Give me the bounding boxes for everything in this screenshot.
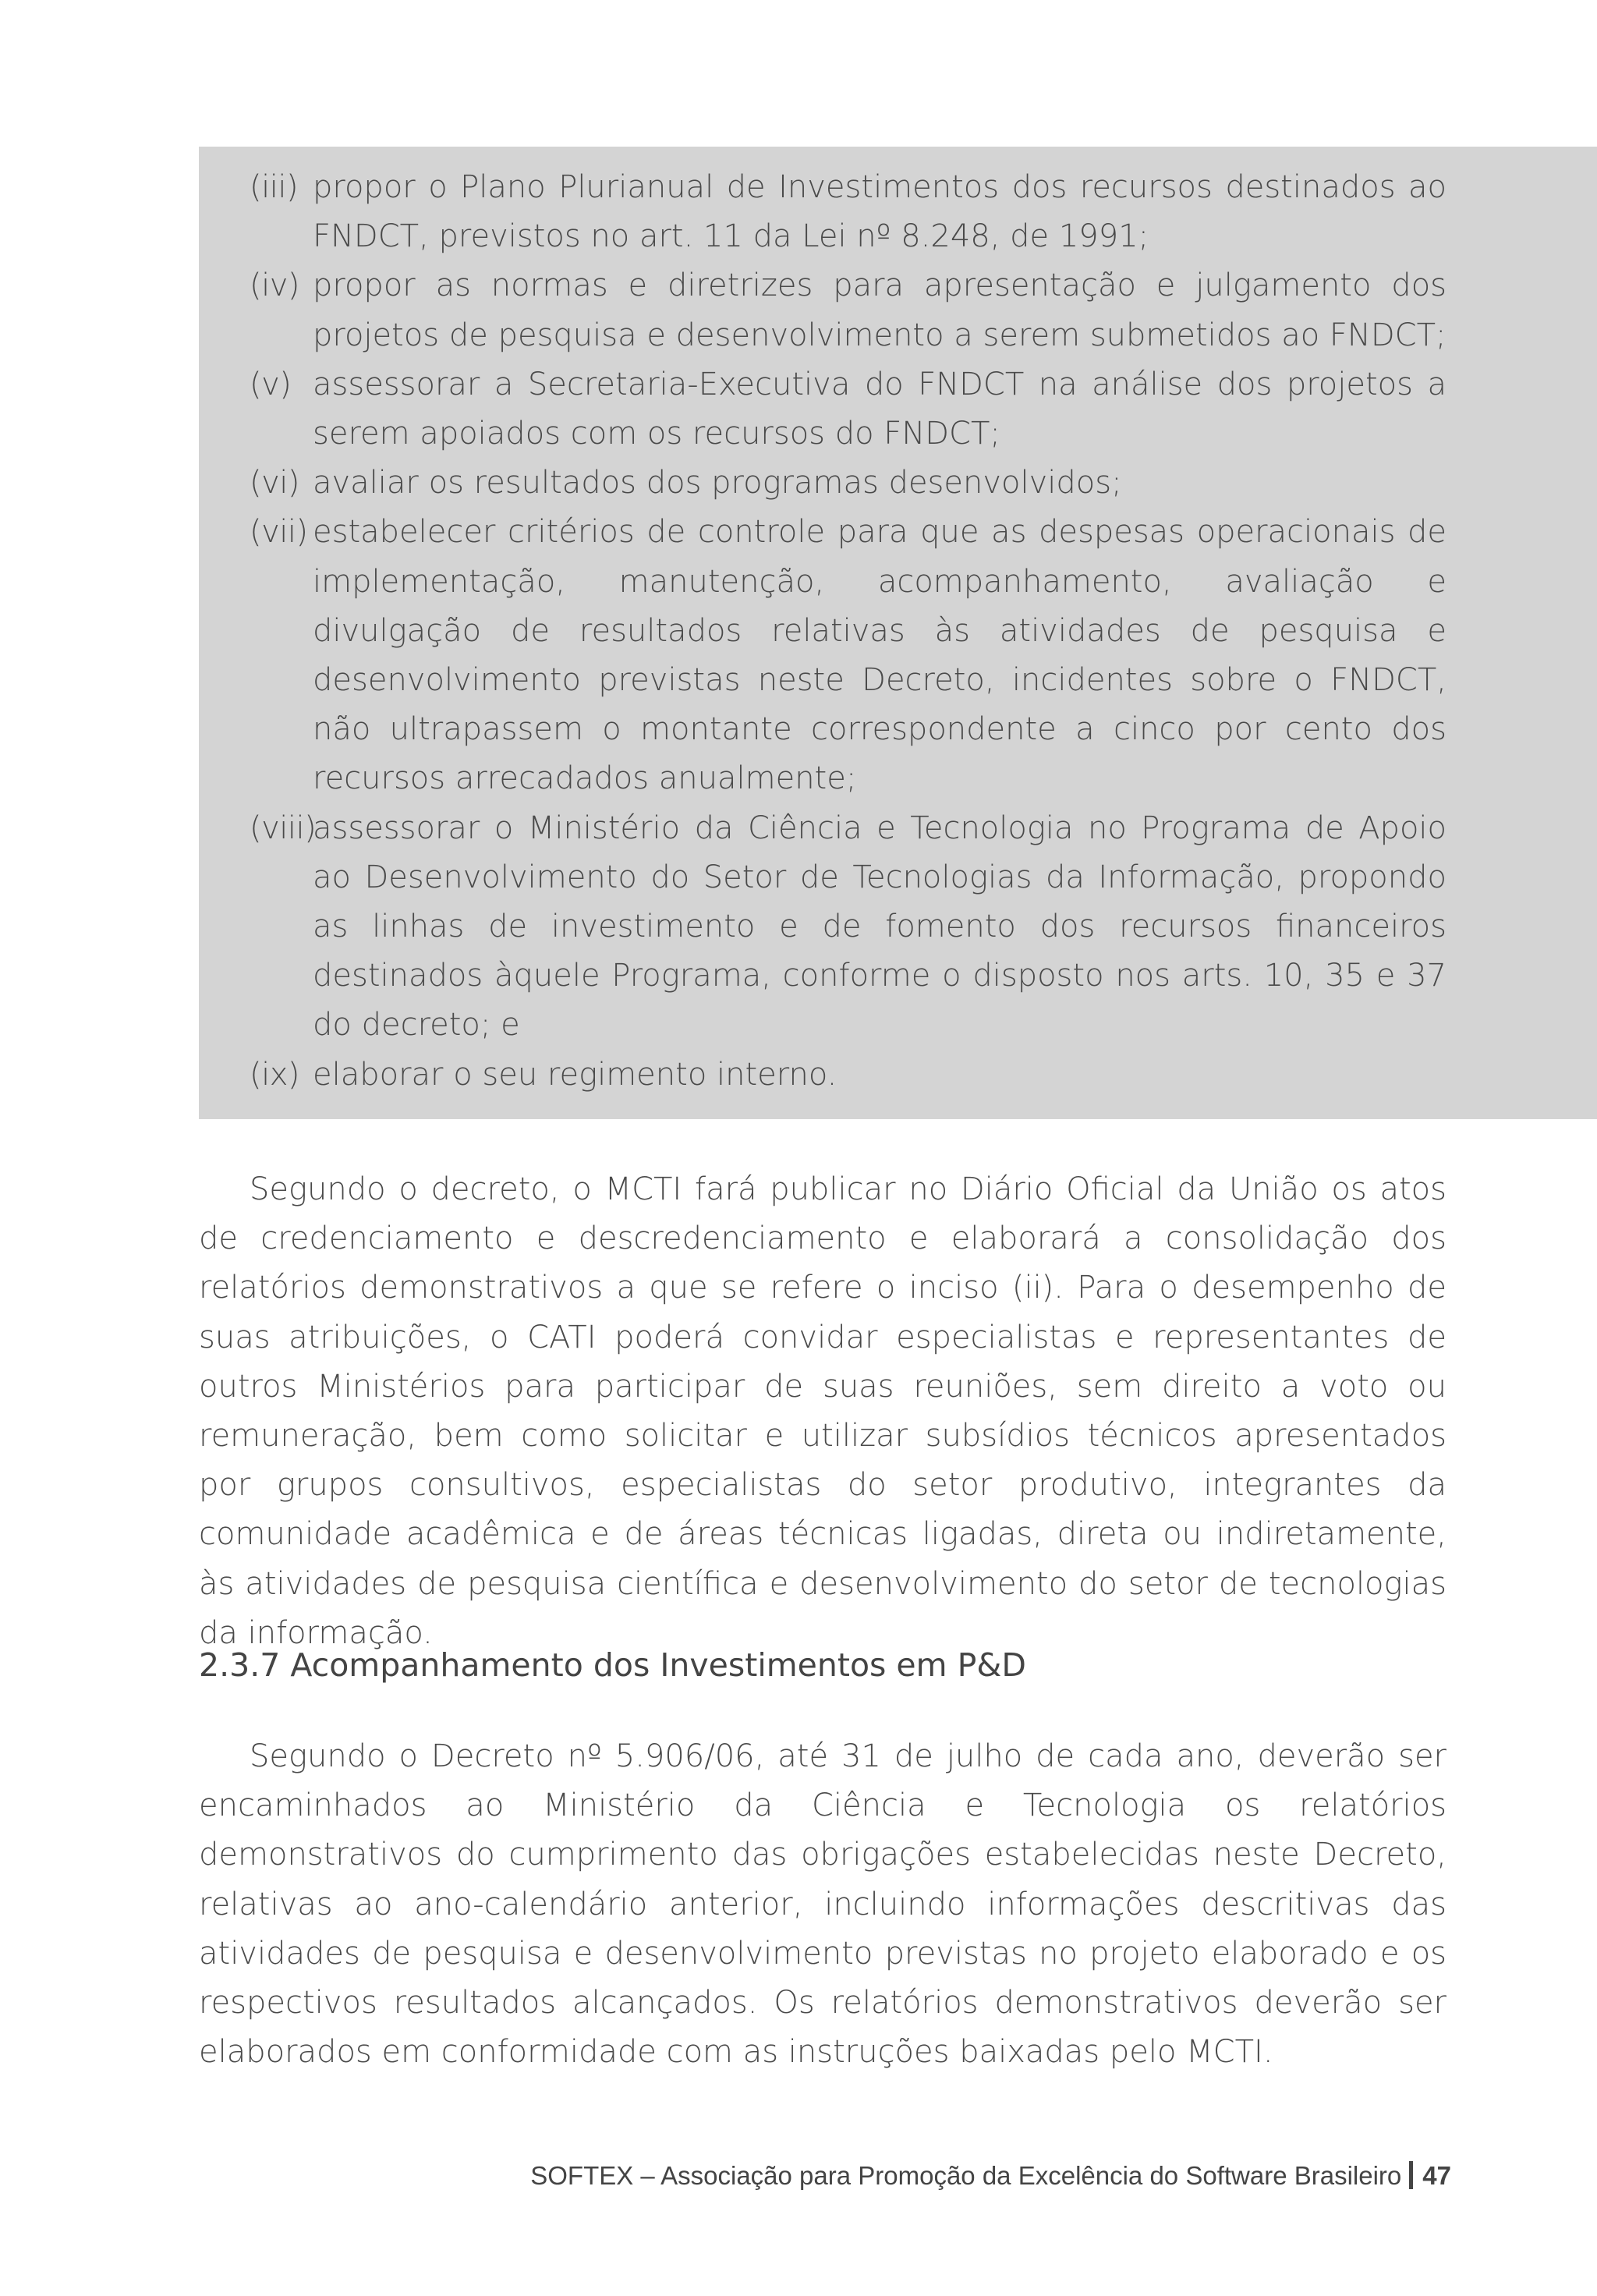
list-marker: (iv) — [250, 268, 299, 304]
list-marker: (vii) — [250, 514, 308, 551]
list-item — [250, 163, 1447, 261]
list-item — [250, 360, 1447, 459]
list-item-text: elaborar o seu regimento interno. — [313, 1056, 837, 1093]
list-marker: (v) — [250, 366, 292, 402]
list-item — [250, 459, 1447, 508]
list-item-text: estabelecer critérios de controle para que as despesas operacionais de implementação, manutenção, acompanhamento, avaliação e divulgação de resultados relativas às atividades de pesquisa e desenvolvimento previstas neste Decreto, incidentes sobre o FNDCT, não ultrapassem o montante correspondente a cinco por cento dos recursos arrecadados anualmente; — [313, 514, 1447, 797]
list-item — [250, 508, 1447, 803]
competencies-list — [250, 163, 1447, 1100]
body-paragraph: Segundo o decreto, o MCTI fará publicar no Diário Oficial da União os atos de credenciamento e descredenciamento e elaborará a consolidação dos relatórios demonstrativos a que se refere o inciso (ii). Para o desempenho de suas atribuições, o CATI poderá convidar especialistas e representantes de outros Ministérios para participar de suas reuniões, sem direito a voto ou remuneração, bem como solicitar e utilizar subsídios técnicos apresentados por grupos consultivos, especialistas do setor produtivo, integrantes da comunidade acadêmica e de áreas técnicas ligadas, direta ou indiretamente, às atividades de pesquisa científica e desenvolvimento do setor de tecnologias da informação. — [199, 1171, 1447, 1651]
list-item — [250, 1051, 1447, 1100]
list-item-text: assessorar o Ministério da Ciência e Tecnologia no Programa de Apoio ao Desenvolvimento do Setor de Tecnologias da Informação, propondo as linhas de investimento e de fomento dos recursos financeiros destinados àquele Programa, conforme o disposto nos arts. 10, 35 e 37 do decreto; e — [313, 810, 1447, 1043]
body-paragraph: Segundo o Decreto nº 5.906/06, até 31 de julho de cada ano, deverão ser encaminhados ao Ministério da Ciência e Tecnologia os relatórios demonstrativos do cumprimento das obrigações estabelecidas neste Decreto, relativas ao ano-calendário anterior, incluindo informações descritivas das atividades de pesquisa e desenvolvimento previstas no projeto elaborado e os respectivos resultados alcançados. Os relatórios demonstrativos deverão ser elaborados em conformidade com as instruções baixadas pelo MCTI. — [199, 1738, 1447, 2071]
list-marker: (ix) — [250, 1056, 299, 1093]
list-marker: (iii) — [250, 169, 299, 205]
list-marker: (vi) — [250, 465, 299, 501]
list-item-text: avaliar os resultados dos programas desenvolvidos; — [313, 465, 1122, 501]
list-item — [250, 261, 1447, 360]
page-number: 47 — [1422, 2161, 1451, 2190]
footer-separator — [1409, 2161, 1413, 2189]
section-heading: 2.3.7 Acompanhamento dos Investimentos em P&D — [199, 1646, 1026, 1684]
footer-text: SOFTEX – Associação para Promoção da Excelência do Software Brasileiro — [530, 2161, 1402, 2190]
list-item-text: assessorar a Secretaria-Executiva do FNDCT na análise dos projetos a serem apoiados com os recursos do FNDCT; — [313, 366, 1447, 452]
page-footer — [530, 2159, 1451, 2193]
list-marker: (viii) — [250, 810, 317, 846]
list-item-text: propor o Plano Plurianual de Investimentos dos recursos destinados ao FNDCT, previstos no art. 11 da Lei nº 8.248, de 1991; — [313, 169, 1447, 255]
list-item-text: propor as normas e diretrizes para apresentação e julgamento dos projetos de pesquisa e desenvolvimento a serem submetidos ao FNDCT; — [313, 268, 1447, 353]
list-item — [250, 804, 1447, 1051]
